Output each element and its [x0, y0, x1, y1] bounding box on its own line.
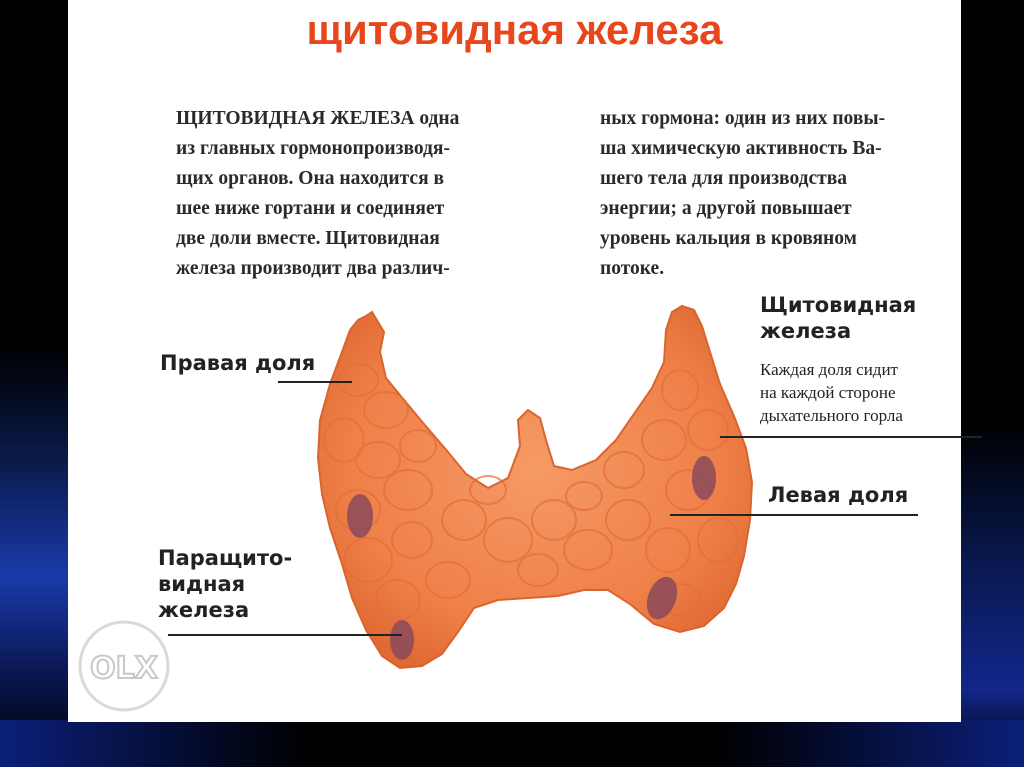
- paragraph-line: две доли вместе. Щитовидная: [176, 228, 440, 249]
- right-lobe-label: Правая доля: [160, 351, 316, 375]
- background-left: [0, 0, 70, 767]
- parathyroid-gland: [692, 456, 716, 500]
- thyroid-leader: [720, 436, 982, 438]
- background-bottom: [0, 720, 1024, 767]
- thyroid-note-line: дыхательного горла: [760, 406, 903, 425]
- parathyroid-label-line: видная: [158, 572, 246, 596]
- olx-watermark: [76, 618, 172, 714]
- parathyroid-label-line: железа: [158, 598, 250, 622]
- parathyroid-gland: [347, 494, 373, 538]
- parathyroid-gland: [390, 620, 414, 660]
- paragraph-line: железа производит два различ-: [176, 258, 450, 279]
- watermark-text: OLX: [90, 651, 158, 686]
- thyroid-note: [760, 358, 903, 427]
- paragraph-line: шее ниже гортани и соединяет: [176, 198, 445, 219]
- paragraph-line: из главных гормонопроизводя-: [176, 138, 450, 159]
- left-lobe-label: Левая доля: [768, 483, 909, 507]
- parathyroid-leader: [168, 634, 402, 636]
- paragraph-line: ЩИТОВИДНАЯ ЖЕЛЕЗА одна: [176, 108, 460, 129]
- paragraph-line: шего тела для производства: [600, 168, 848, 189]
- thyroid-label-line: железа: [760, 319, 852, 343]
- right-lobe-leader: [278, 381, 352, 383]
- paragraph-line: ных гормона: один из них повы-: [600, 108, 886, 129]
- paragraph-line: энергии; а другой повышает: [600, 198, 852, 219]
- paragraph-line: ша химическую активность Ва-: [600, 138, 882, 159]
- slide: [68, 0, 961, 722]
- parathyroid-label: [158, 545, 292, 623]
- parathyroid-label-line: Паращито-: [158, 546, 293, 570]
- thyroid-note-line: Каждая доля сидит: [760, 360, 898, 379]
- thyroid-label: [760, 292, 916, 344]
- paragraph-line: щих органов. Она находится в: [176, 168, 445, 189]
- paragraph-line: потоке.: [600, 258, 665, 279]
- paragraph-line: уровень кальция в кровяном: [600, 228, 857, 249]
- background-right: [960, 0, 1024, 767]
- thyroid-note-line: на каждой стороне: [760, 383, 896, 402]
- left-lobe-leader: [670, 514, 918, 516]
- thyroid-label-line: Щитовидная: [760, 293, 917, 317]
- slide-title: щитовидная железа: [306, 6, 723, 53]
